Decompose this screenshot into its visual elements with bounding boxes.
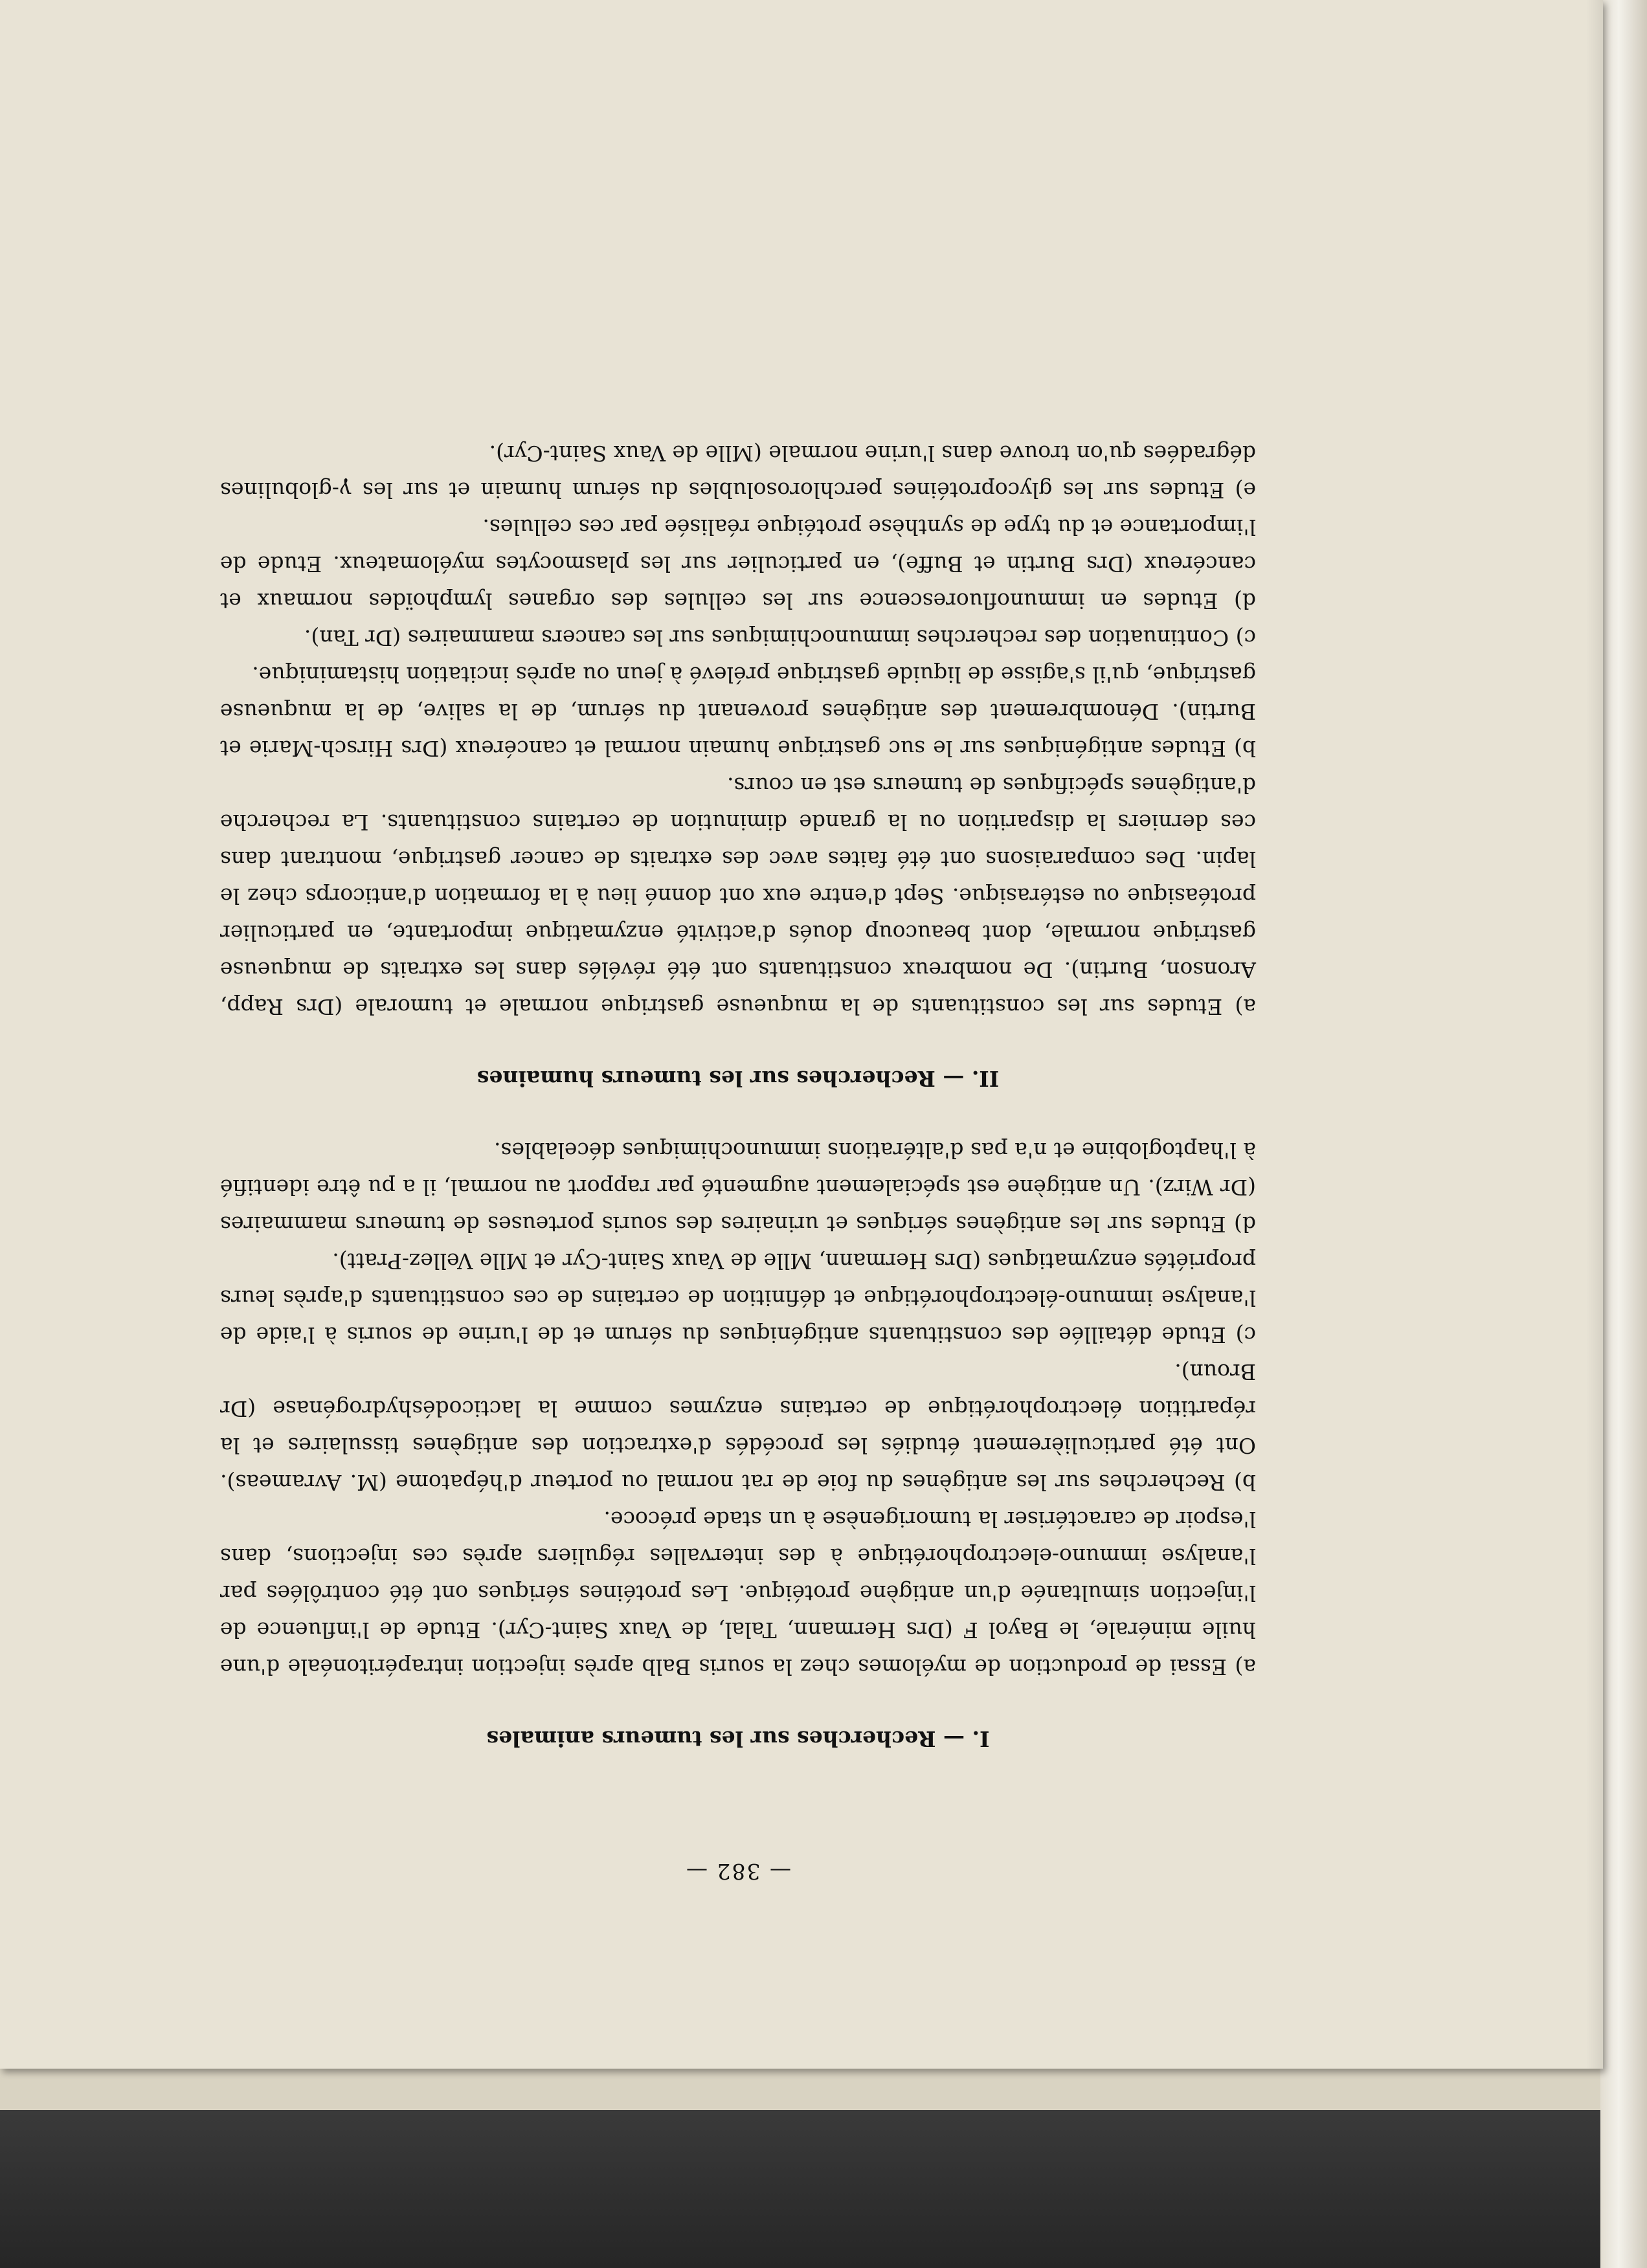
section-1-heading: I. — Recherches sur les tumeurs animales xyxy=(486,1726,990,1751)
paragraph-2e: e) Etudes sur les glycoprotéines perchlorosolubles du sérum humain et sur les γ-globulines dégradées qu'on trouve dans l'urine normale (Mlle de Vaux Saint-Cyr). xyxy=(220,441,1256,503)
paragraph-2a: a) Etudes sur les constituants de la muqueuse gastrique normale et tumorale (Drs Rapp, Aronson, Burtin). De nombreux constituants ont été révélés dans les extraits de muqueuse gastrique normale, dont beaucoup doués d'activité enzymatique importante, en particulier protéasique ou estérasique. Sept d'entre eux ont donné lieu à la formation d'anticorps chez le lapin. Des comparaisons ont été faites avec des extraits de cancer gastrique, montrant dans ces derniers la disparition ou la grande diminution de certains constituants. La recherche d'antigènes spécifiques de tumeurs est en cours. xyxy=(220,773,1256,1019)
page-edge-shadow xyxy=(1586,0,1603,2069)
page-content xyxy=(220,233,1256,1890)
paragraph-2c: c) Continuation des recherches immunochimiques sur les cancers mammaires (Dr Tan). xyxy=(304,625,1256,650)
page-number: — 382 — xyxy=(685,1859,791,1884)
paragraph-1b: b) Recherches sur les antigènes du foie de rat normal ou porteur d'hépatome (M. Avrameas). Ont été particulièrement étudiés les procédés d'extraction des antigènes tissulaires et la répartition électrophorétique de certains enzymes comme la lacticodéshydrogénase (Dr Broun). xyxy=(220,1359,1256,1495)
book-edge xyxy=(1600,0,1647,2268)
paragraph-2d: d) Etudes en immunofluorescence sur les cellules des organes lymphoïdes normaux et cancéreux (Drs Burtin et Buffe), en particulier sur les plasmocytes myélomateux. Etude de l'importance et du type de synthèse protéique réalisée par ces cellules. xyxy=(220,515,1256,614)
paragraph-1d: d) Etudes sur les antigènes sériques et urinaires des souris porteuses de tumeurs mammaires (Dr Wirz). Un antigène est spécialement augmenté par rapport au normal, il a pu être identifié à l'haptoglobine et n'a pas d'altérations immunochimiques décelables. xyxy=(220,1138,1256,1237)
paragraph-2b: b) Etudes antigéniques sur le suc gastrique humain normal et cancéreux (Drs Hirsch-Marie et Burtin). Dénombrement des antigènes provenant du sérum, de la salive, de la muqueuse gastrique, qu'il s'agisse de liquide gastrique prélevé à jeun ou après incitation histaminique. xyxy=(220,662,1256,761)
paragraph-1c: c) Etude détaillée des constituants antigéniques du sérum et de l'urine de souris à l'aide de l'analyse immuno-électrophorétique et définition de certains de ces constituants d'après leurs propriétés enzymatiques (Drs Hermann, Mlle de Vaux Saint-Cyr et Mlle Vellez-Pratt). xyxy=(220,1249,1256,1348)
section-2-heading: II. — Recherches sur les tumeurs humaines xyxy=(476,1066,1000,1091)
paragraph-1a: a) Essai de production de myélomes chez la souris Balb après injection intrapéritonéale d'une huile minérale, le Bayol F (Drs Hermann, Talal, de Vaux Saint-Cyr). Etude de l'influence de l'injection simultanée d'un antigène protéique. Les protéines sériques ont été contrôlées par l'analyse immuno-electrophorétique à des intervalles réguliers après ces injections, dans l'espoir de caractériser la tumorigenèse à un stade précoce. xyxy=(220,1507,1256,1680)
background-table xyxy=(0,2110,1647,2268)
